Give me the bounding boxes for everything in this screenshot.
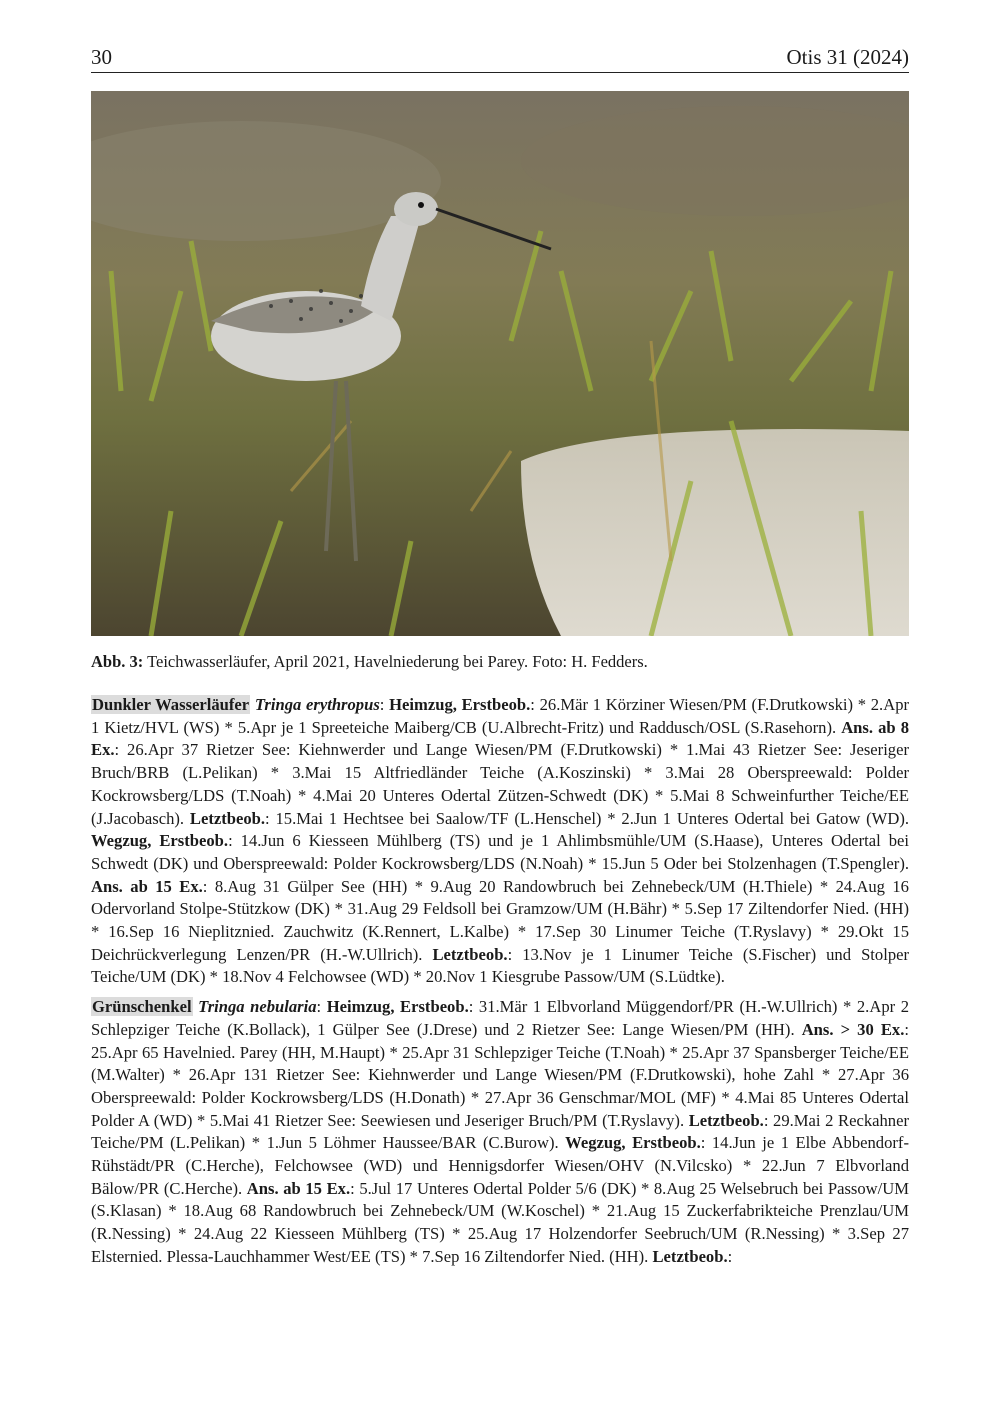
observation-text: : 29.Mai 2 Reckahner Teiche/PM (L.Pelikan) * 1.Jun 5 Löhmer Haussee/BAR (C.Burow). [91, 1110, 909, 1153]
page-header [91, 40, 909, 73]
section-keyword: Heimzug, Erstbeob. [389, 695, 531, 714]
section-keyword: Letztbeob. [688, 1110, 764, 1130]
section-keyword: Ans. ab 8 Ex. [91, 717, 910, 760]
section-keyword: Letztbeob. [652, 1246, 728, 1266]
page-number: 30 [91, 45, 112, 69]
section-keyword: Wegzug, Erstbeob. [91, 831, 229, 851]
species-name: Dunkler Wasserläufer [92, 695, 250, 714]
article-body [91, 694, 909, 1276]
observation-text: : 14.Jun 6 Kiesseen Mühlberg (TS) und je 1 Ahlimbsmühle/UM (S.Haase), Unteres Odertal bei Schwedt (DK) und Oberspreewald: Polder Kockrowsberg/LDS (N.Noah) * 15.Jun 5 Oder bei Stolzenhagen (T.Spengler). [91, 831, 910, 873]
separator: : [379, 695, 390, 714]
observation-text: : 26.Apr 37 Rietzer See: Kiehnwerder und Lange Wiesen/PM (F.Drutkowski) * 1.Mai 43 Rietzer See: Jeseriger Bruch/BRB (L.Pelikan) * 3.Mai 15 Altfriedländer Teiche (A.Koszinski) * 3.Mai 28 Oberspreewald: Polder Kockrowsberg/LDS (T.Noah) * 4.Mai 20 Unteres Odertal Zützen-Schwedt (DK) * 5.Mai 8 Schweinfurther Teiche/EE (J.Jacobasch). [91, 740, 909, 828]
species-entry-dunkler-wasserlaeufer [91, 694, 909, 989]
latin-name: Tringa nebularia [198, 997, 317, 1017]
species-entry-gruenschenkel [91, 996, 909, 1268]
observation-text: : 5.Jul 17 Unteres Odertal Polder 5/6 (DK) * 8.Aug 25 Welsebruch bei Passow/UM (S.Klasan) * 18.Aug 68 Randowbruch bei Zehnebeck/UM (W.Koschel) * 21.Aug 15 Zuckerfabrikteiche Prenzlau/UM (R.Nessing) * 24.Aug 22 Kiesseen Mühlberg (TS) * 25.Aug 17 Holzendorfer Seebruch/UM (R.Nessing) * 3.Sep 27 Elsternied. Plessa-Lauchhammer West/EE (TS) * 7.Sep 16 Ziltendorfer Nied. (HH). [91, 1178, 909, 1266]
observation-text: : [727, 1246, 733, 1266]
observation-text: : 13.Nov je 1 Linumer Teiche (S.Fischer) und Stolper Teiche/UM (DK) * 18.Nov 4 Felchowsee (WD) * 20.Nov 1 Kiesgrube Passow/UM (S.Lüdtke). [91, 944, 910, 987]
observation-text: : 15.Mai 1 Hechtsee bei Saalow/TF (L.Henschel) * 2.Jun 1 Unteres Odertal bei Gatow (WD). [265, 808, 909, 828]
species-name: Grünschenkel [92, 997, 192, 1017]
observation-text: : 26.Mär 1 Körziner Wiesen/PM (F.Drutkowski) * 2.Apr 1 Kietz/HVL (WS) * 5.Apr je 1 Spreeteiche Maiberg/CB (U.Albrecht-Fritz) und Raddusch/OSL (S.Rasehorn). [91, 695, 910, 737]
section-keyword: Ans. > 30 Ex. [801, 1019, 905, 1039]
separator: : [316, 997, 327, 1017]
section-keyword: Ans. ab 15 Ex. [91, 876, 203, 896]
section-keyword: Letztbeob. [432, 944, 508, 964]
section-keyword: Heimzug, Erstbeob. [326, 997, 469, 1017]
caption-label: Abb. 3: [91, 652, 144, 671]
caption-text: Teichwasserläufer, April 2021, Havelniederung bei Parey. Foto: H. Fedders. [143, 652, 648, 671]
observation-text: : 8.Aug 31 Gülper See (HH) * 9.Aug 20 Randowbruch bei Zehnebeck/UM (H.Thiele) * 24.Aug 16 Odervorland Stolpe-Stützkow (DK) * 31.Aug 29 Feldsoll bei Gramzow/UM (H.Bähr) * 5.Sep 17 Ziltendorfer Nied. (HH) * 16.Sep 16 Nieplitznied. Zauchwitz (K.Rennert, L.Kalbe) * 17.Sep 30 Linumer Teiche (T.Ryslavy) * 29.Okt 15 Deichrückverlegung Lenzen/PR (H.-W.Ullrich). [91, 876, 909, 964]
observation-text: : 25.Apr 65 Havelnied. Parey (HH, M.Haupt) * 25.Apr 31 Schlepziger Teiche (T.Noah) * 25.Apr 37 Spansberger Teiche/EE (M.Walter) * 26.Apr 131 Rietzer See: Kiehnwerder und Lange Wiesen/PM (F.Drutkowski), hohe Zahl * 27.Apr 36 Oberspreewald: Polder Kockrowsberg/LDS (H.Donath) * 27.Apr 36 Genschmar/MOL (MF) * 4.Mai 85 Unteres Odertal Polder A (WD) * 5.Mai 41 Rietzer See: Seewiesen und Jeseriger Bruch/PM (T.Ryslavy). [91, 1019, 910, 1130]
observation-text: : 14.Jun je 1 Elbe Abbendorf-Rühstädt/PR (C.Herche), Felchowsee (WD) und Hennigsdorfer Wiesen/OHV (N.Vilcsko) * 22.Jun 7 Elbvorland Bälow/PR (C.Herche). [91, 1133, 909, 1198]
section-keyword: Letztbeob. [189, 808, 266, 828]
figure-caption [91, 651, 909, 673]
journal-title: Otis 31 (2024) [786, 45, 909, 69]
observation-text: : 31.Mär 1 Elbvorland Müggendorf/PR (H.-W.Ullrich) * 2.Apr 2 Schlepziger Teiche (K.Bollack), 1 Gülper See (J.Drese) und 2 Rietzer See: Lange Wiesen/PM (HH). [91, 997, 910, 1039]
figure-photo [91, 91, 909, 636]
bird-photo-icon [91, 91, 909, 636]
latin-name: Tringa erythropus [254, 695, 380, 714]
section-keyword: Ans. ab 15 Ex. [246, 1178, 351, 1198]
section-keyword: Wegzug, Erstbeob. [565, 1133, 701, 1153]
